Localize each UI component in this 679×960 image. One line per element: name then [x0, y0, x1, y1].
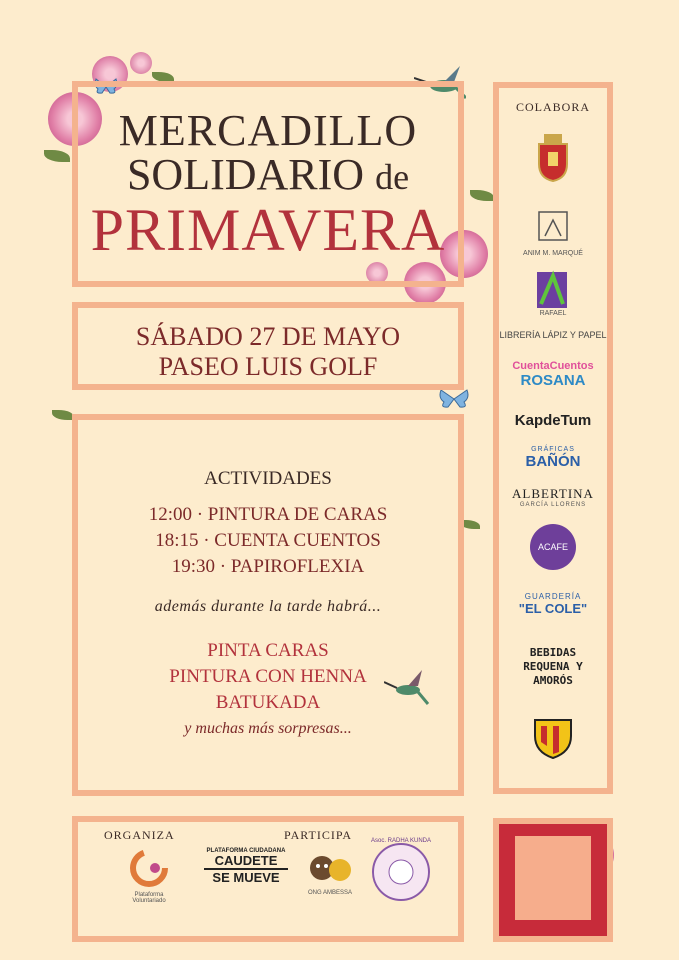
- plataforma-voluntariado-logo: [124, 848, 174, 904]
- event-date: SÁBADO 27 DE MAYO: [135, 322, 401, 351]
- title-de: de: [375, 157, 410, 197]
- activities-box: [72, 414, 464, 796]
- bebidas-logo: BEBIDAS REQUENA Y AMORÓS: [523, 646, 583, 687]
- kapdetum-logo: KapdeTum: [514, 412, 592, 429]
- activities-heading: ACTIVIDADES: [204, 468, 332, 489]
- date-box: [72, 302, 464, 390]
- albertina-name: ALBERTINA: [512, 486, 594, 501]
- participa-heading: PARTICIPA: [284, 828, 353, 842]
- cuentacuentos-logo: [499, 360, 607, 389]
- plataforma-label: PLATAFORMA CIUDADANA: [206, 848, 286, 854]
- club-shield-logo: [499, 716, 607, 764]
- title-solidario: SOLIDARIO: [126, 150, 365, 199]
- activity-item: 18:15 · CUENTA CUENTOS: [155, 530, 381, 551]
- acafe-logo: [499, 524, 607, 570]
- activity-item: 12:00 · PINTURA DE CARAS: [148, 504, 388, 525]
- activity-item: 19:30 · PAPIROFLEXIA: [171, 556, 365, 577]
- caudete-se-mueve-logo: [204, 848, 288, 885]
- libreria-logo: LIBRERÍA LÁPIZ Y PAPEL: [499, 330, 607, 340]
- banon-logo: [499, 446, 607, 470]
- banon-name: BAÑÓN: [525, 453, 581, 470]
- school-logo-text: ANIM M. MARQUÉ: [523, 250, 583, 257]
- guarderia-label: GUARDERÍA: [524, 592, 582, 601]
- leaf-decoration: [44, 150, 70, 162]
- radha-label: Asoc. RADHA KUNDA: [370, 838, 431, 844]
- leaf-decoration: [52, 410, 74, 420]
- sponsors-box: [493, 82, 613, 794]
- title-line-3: PRIMAVERA: [90, 197, 446, 263]
- ambessa-logo: [300, 846, 360, 896]
- caudete-label: CAUDETE: [204, 854, 288, 870]
- footer-box: [72, 816, 464, 942]
- title-box: [72, 81, 464, 287]
- org-logo-caption: Plataforma Voluntariado: [132, 892, 166, 904]
- extra-item: PINTA CARAS: [207, 640, 329, 661]
- sponsors-heading: COLABORA: [515, 100, 590, 114]
- more-surprises: y muchas más sorpresas...: [184, 720, 352, 737]
- acafe-text: ACAFE: [530, 524, 576, 570]
- red-decorative-box: [493, 818, 613, 942]
- rafael-logo: [499, 268, 607, 317]
- banon-small: GRÁFICAS: [531, 446, 575, 453]
- red-box-inner: [515, 836, 591, 920]
- semueve-label: SE MUEVE: [212, 870, 280, 885]
- town-coat-of-arms-logo: [499, 134, 607, 186]
- leaf-decoration: [470, 190, 494, 201]
- ambessa-label: ONG AMBESSA: [307, 890, 352, 896]
- guarderia-logo: [499, 592, 607, 616]
- extra-item: PINTURA CON HENNA: [169, 666, 367, 687]
- rafael-logo-text: RAFAEL: [539, 310, 567, 317]
- school-logo: [499, 206, 607, 257]
- cuentacuentos-line1: CuentaCuentos: [512, 360, 594, 372]
- flower-decoration: [130, 52, 152, 74]
- albertina-logo: [499, 486, 607, 508]
- extra-item: BATUKADA: [215, 692, 321, 713]
- title-line-2: [78, 150, 458, 199]
- title-line-1: MERCADILLO: [118, 106, 418, 155]
- butterfly-icon: [438, 388, 470, 410]
- albertina-sub: GARCÍA LLORENS: [519, 502, 587, 508]
- activities-also: además durante la tarde habrá...: [154, 598, 382, 615]
- radha-kunda-logo: [368, 840, 434, 910]
- event-place: PASEO LUIS GOLF: [158, 352, 378, 381]
- elcole-label: "EL COLE": [518, 601, 588, 616]
- organiza-heading: ORGANIZA: [104, 828, 175, 842]
- cuentacuentos-line2: ROSANA: [520, 372, 586, 389]
